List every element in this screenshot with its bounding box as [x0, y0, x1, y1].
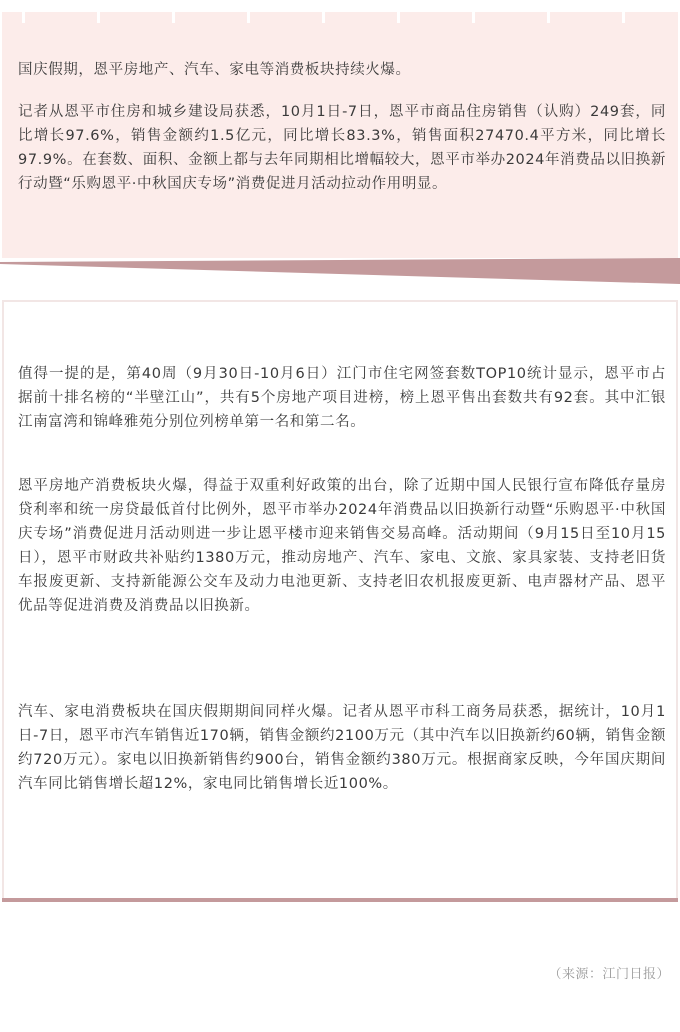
article-card: [2, 300, 678, 900]
decor-tick: [622, 12, 625, 23]
summary-headline: 国庆假期，恩平房地产、汽车、家电等消费板块持续火爆。: [18, 62, 411, 78]
decor-tick: [397, 12, 400, 23]
summary-paragraph: 记者从恩平市住房和城乡建设局获悉，10月1日-7日，恩平市商品住房销售（认购）249套，同比增长97.6%，销售金额约1.5亿元，同比增长83.3%，销售面积27470.4平方米，同比增长97.9%。在套数、面积、金额上都与去年同期相比增幅较大，恩平市举办2024年消费品以旧换新行动暨“乐购恩平·中秋国庆专场”消费促进月活动拉动作用明显。: [18, 104, 666, 192]
article-paragraph: 恩平房地产消费板块火爆，得益于双重利好政策的出台，除了近期中国人民银行宣布降低存量房贷利率和统一房贷最低首付比例外，恩平市举办2024年消费品以旧换新行动暨“乐购恩平·中秋国庆专场”消费促进月活动则进一步让恩平楼市迎来销售交易高峰。活动期间（9月15日至10月15日），恩平市财政共补贴约1380万元，推动房地产、汽车、家电、文旅、家具家装、支持老旧货车报废更新、支持新能源公交车及动力电池更新、支持老旧农机报废更新、电声器材产品、恩平优品等促进消费及消费品以旧换新。: [18, 478, 666, 614]
decor-tick: [472, 12, 475, 23]
decor-tick: [322, 12, 325, 23]
decor-tick: [22, 12, 25, 23]
decor-tick: [547, 12, 550, 23]
summary-card: [2, 12, 678, 258]
article-paragraph: 值得一提的是，第40周（9月30日-10月6日）江门市住宅网签套数TOP10统计显示，恩平市占据前十排名榜的“半壁江山”，共有5个房地产项目进榜，榜上恩平售出套数共有92套。其中汇银江南富湾和锦峰雅苑分别位列榜单第一名和第二名。: [18, 366, 666, 430]
slanted-divider: [0, 258, 680, 284]
bottom-divider: [2, 898, 678, 902]
decor-tick: [247, 12, 250, 23]
source-credit: （来源：江门日报）: [548, 967, 670, 982]
decor-tick: [97, 12, 100, 23]
article-paragraph: 汽车、家电消费板块在国庆假期期间同样火爆。记者从恩平市科工商务局获悉，据统计，10月1日-7日，恩平市汽车销售近170辆，销售金额约2100万元（其中汽车以旧换新约60辆，销售金额约720万元）。家电以旧换新销售约900台，销售金额约380万元。根据商家反映，今年国庆期间汽车同比销售增长超12%，家电同比销售增长近100%。: [18, 704, 666, 792]
decor-tick: [172, 12, 175, 23]
